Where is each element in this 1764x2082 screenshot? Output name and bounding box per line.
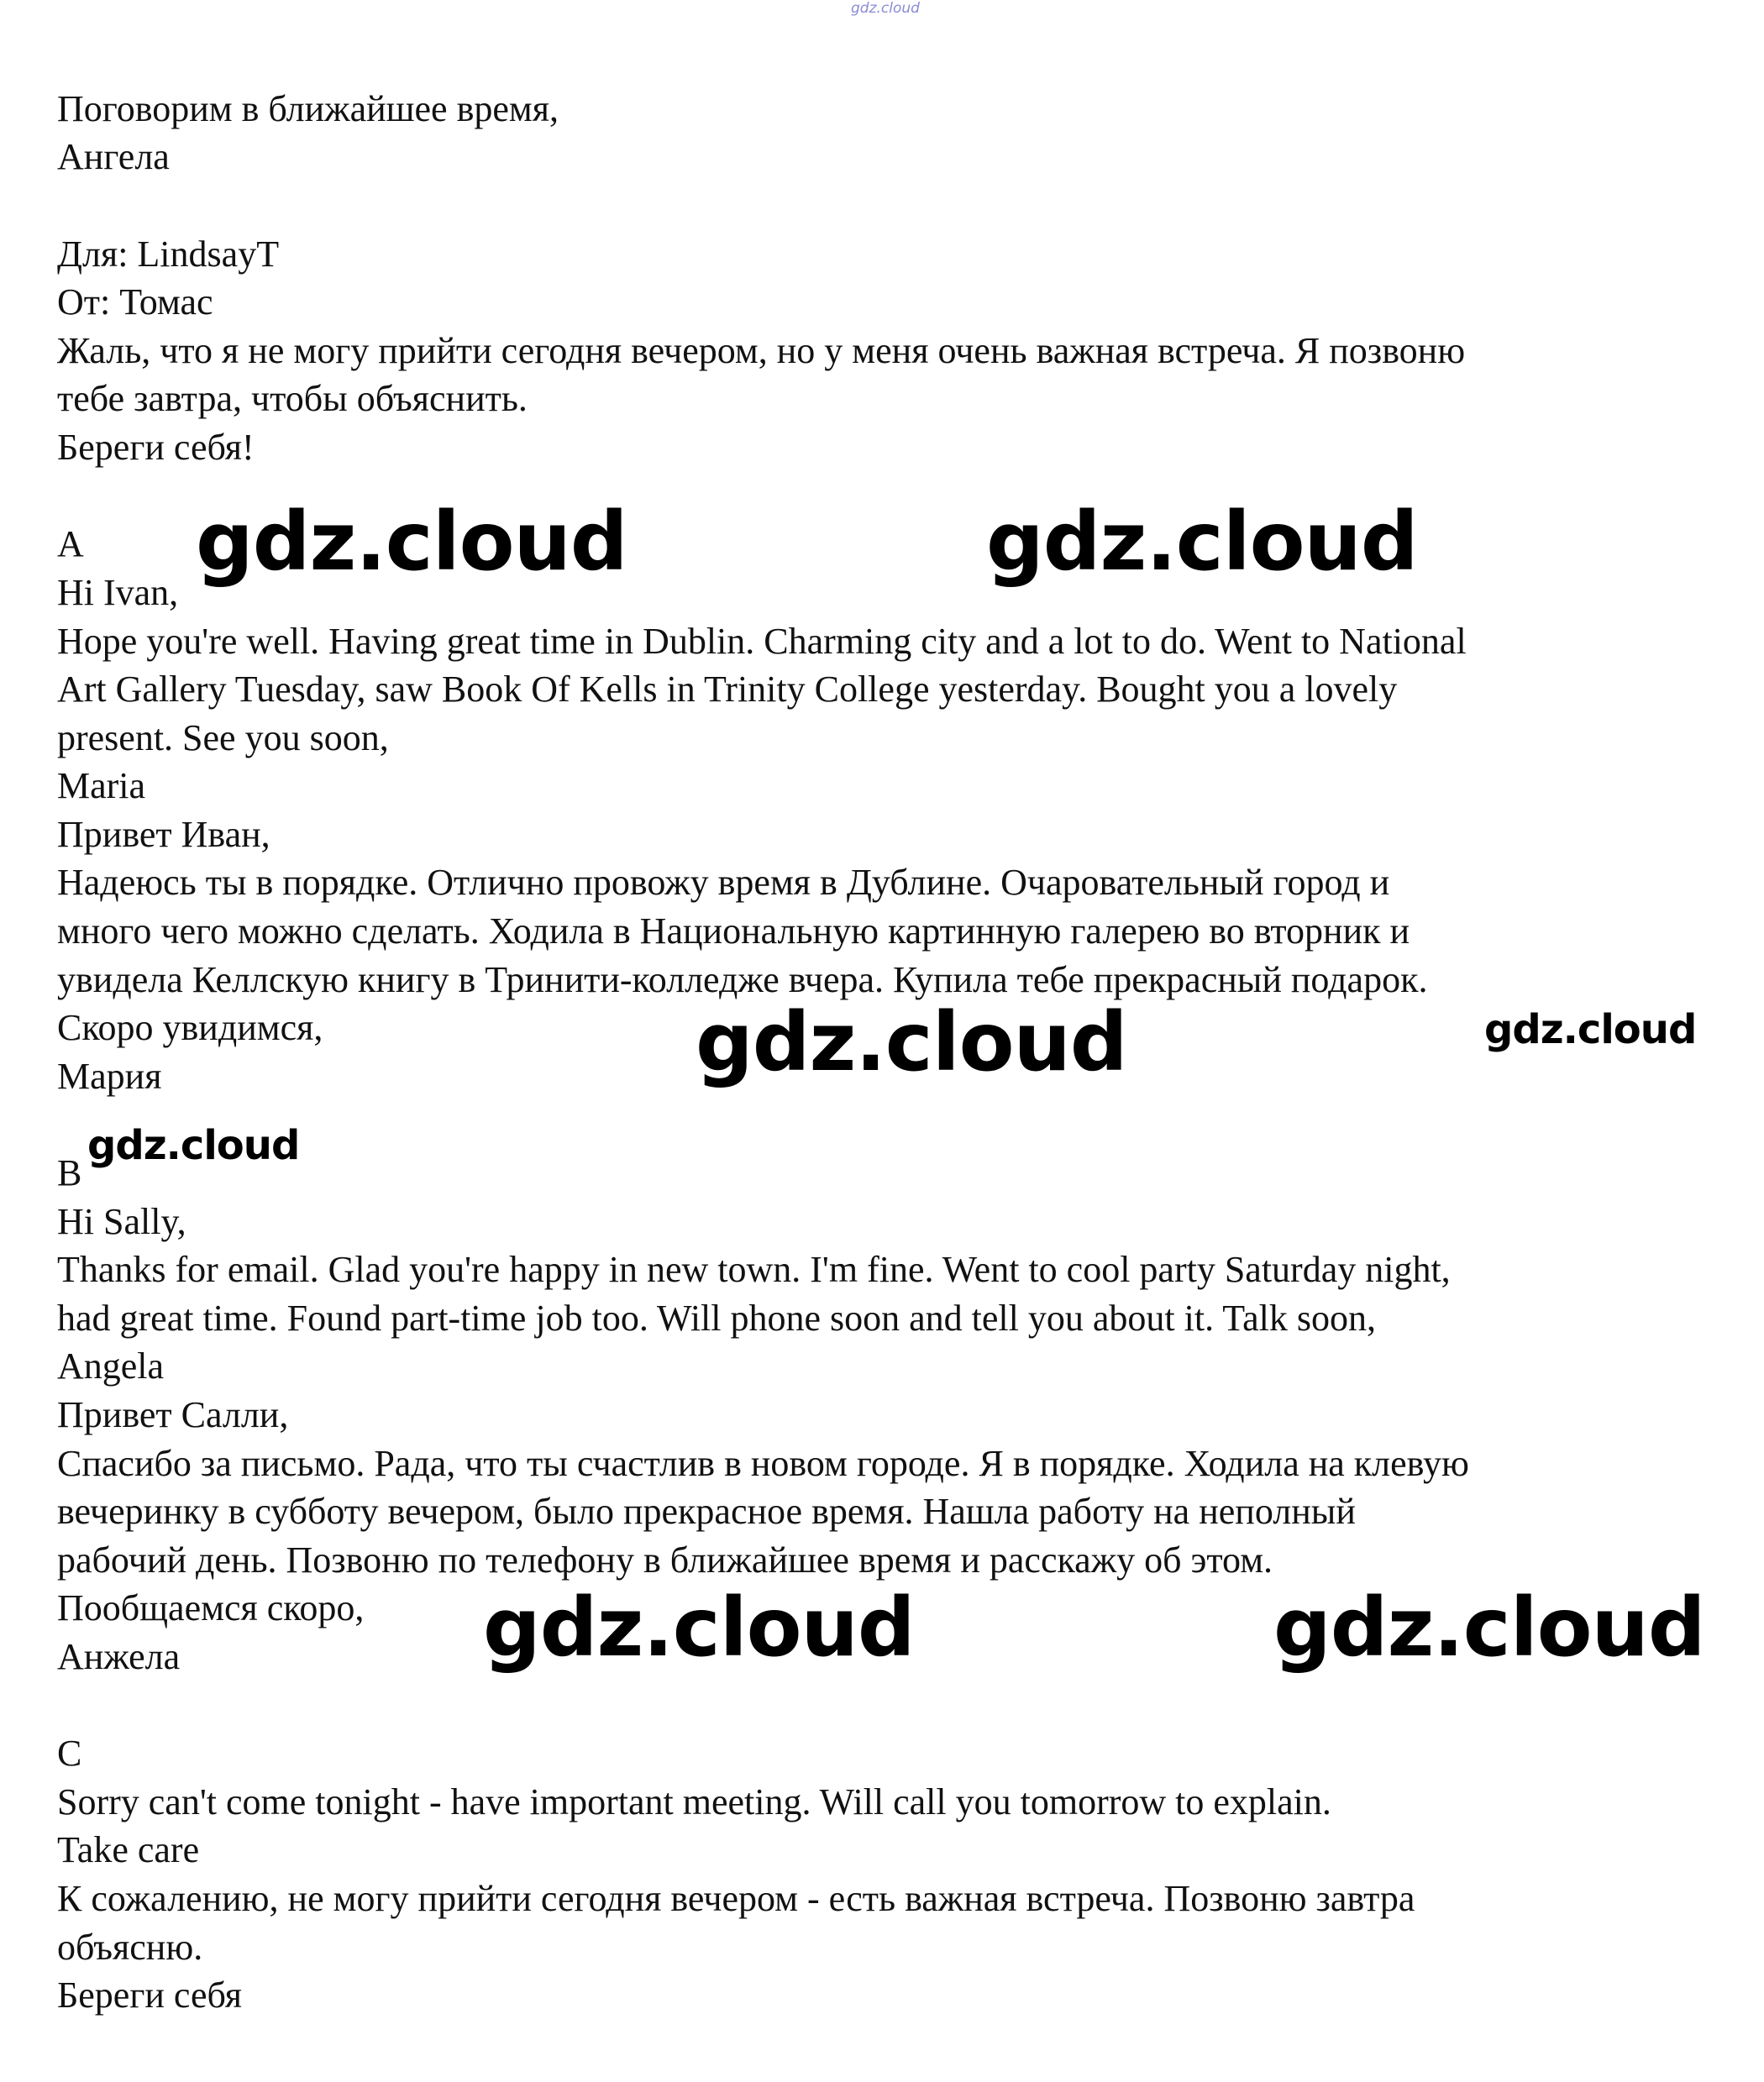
text-line: тебе завтра, чтобы объяснить.: [57, 378, 528, 419]
section-label-a: A: [57, 523, 84, 564]
text-line: К сожалению, не могу прийти сегодня вечером - есть важная встреча. Позвоню завтра: [57, 1878, 1415, 1919]
text-line: Скоро увидимся,: [57, 1007, 323, 1048]
watermark: gdz.cloud: [696, 995, 1127, 1089]
text-line: Hi Sally,: [57, 1201, 186, 1242]
text-line: От: Томас: [57, 281, 213, 323]
text-line: Надеюсь ты в порядке. Отлично провожу время в Дублине. Очаровательный город и: [57, 862, 1390, 903]
text-line: Пообщаемся скоро,: [57, 1587, 365, 1628]
text-line: Ангела: [57, 136, 170, 177]
text-line: увидела Келлскую книгу в Тринити-колледже вчера. Купила тебе прекрасный подарок.: [57, 959, 1428, 1000]
text-line: Спасибо за письмо. Рада, что ты счастлив в новом городе. Я в порядке. Ходила на клевую: [57, 1443, 1469, 1484]
text-line: Береги себя!: [57, 427, 255, 468]
text-line: Анжела: [57, 1636, 181, 1677]
text-line: had great time. Found part-time job too. Will phone soon and tell you about it. Talk soon,: [57, 1298, 1376, 1339]
watermark: gdz.cloud: [483, 1581, 915, 1675]
text-line: Maria: [57, 765, 146, 806]
text-line: Hope you're well. Having great time in Dublin. Charming city and a lot to do. Went to National: [57, 621, 1467, 662]
text-line: объясню.: [57, 1927, 203, 1968]
text-line: Sorry can't come tonight - have important meeting. Will call you tomorrow to explain.: [57, 1781, 1331, 1822]
text-line: Take care: [57, 1829, 200, 1870]
text-line: вечеринку в субботу вечером, было прекрасное время. Нашла работу на неполный: [57, 1491, 1356, 1532]
text-line: Привет Салли,: [57, 1394, 289, 1435]
watermark: gdz.cloud: [1273, 1581, 1705, 1675]
watermark: gdz.cloud: [87, 1122, 300, 1169]
site-header-mark: gdz.cloud: [851, 0, 920, 17]
text-line: Для: LindsayT: [57, 233, 280, 275]
text-line: Art Gallery Tuesday, saw Book Of Kells in Trinity College yesterday. Bought you a lovely: [57, 669, 1398, 710]
watermark: gdz.cloud: [196, 495, 627, 589]
section-label-c: C: [57, 1733, 82, 1774]
text-line: рабочий день. Позвоню по телефону в ближайшее время и расскажу об этом.: [57, 1539, 1273, 1581]
text-line: Мария: [57, 1056, 162, 1097]
watermark: gdz.cloud: [986, 495, 1418, 589]
text-line: Береги себя: [57, 1974, 243, 2016]
text-line: Hi Ivan,: [57, 572, 179, 613]
text-line: Жаль, что я не могу прийти сегодня вечером, но у меня очень важная встреча. Я позвоню: [57, 330, 1466, 371]
text-line: Поговорим в ближайшее время,: [57, 88, 559, 129]
watermark: gdz.cloud: [1484, 1006, 1697, 1053]
text-line: Angela: [57, 1345, 165, 1387]
text-line: много чего можно сделать. Ходила в Национальную картинную галерею во вторник и: [57, 910, 1410, 952]
section-label-b: B: [57, 1152, 82, 1193]
text-line: Привет Иван,: [57, 814, 270, 855]
text-line: Thanks for email. Glad you're happy in new town. I'm fine. Went to cool party Saturday night,: [57, 1249, 1451, 1290]
text-line: present. See you soon,: [57, 717, 389, 758]
